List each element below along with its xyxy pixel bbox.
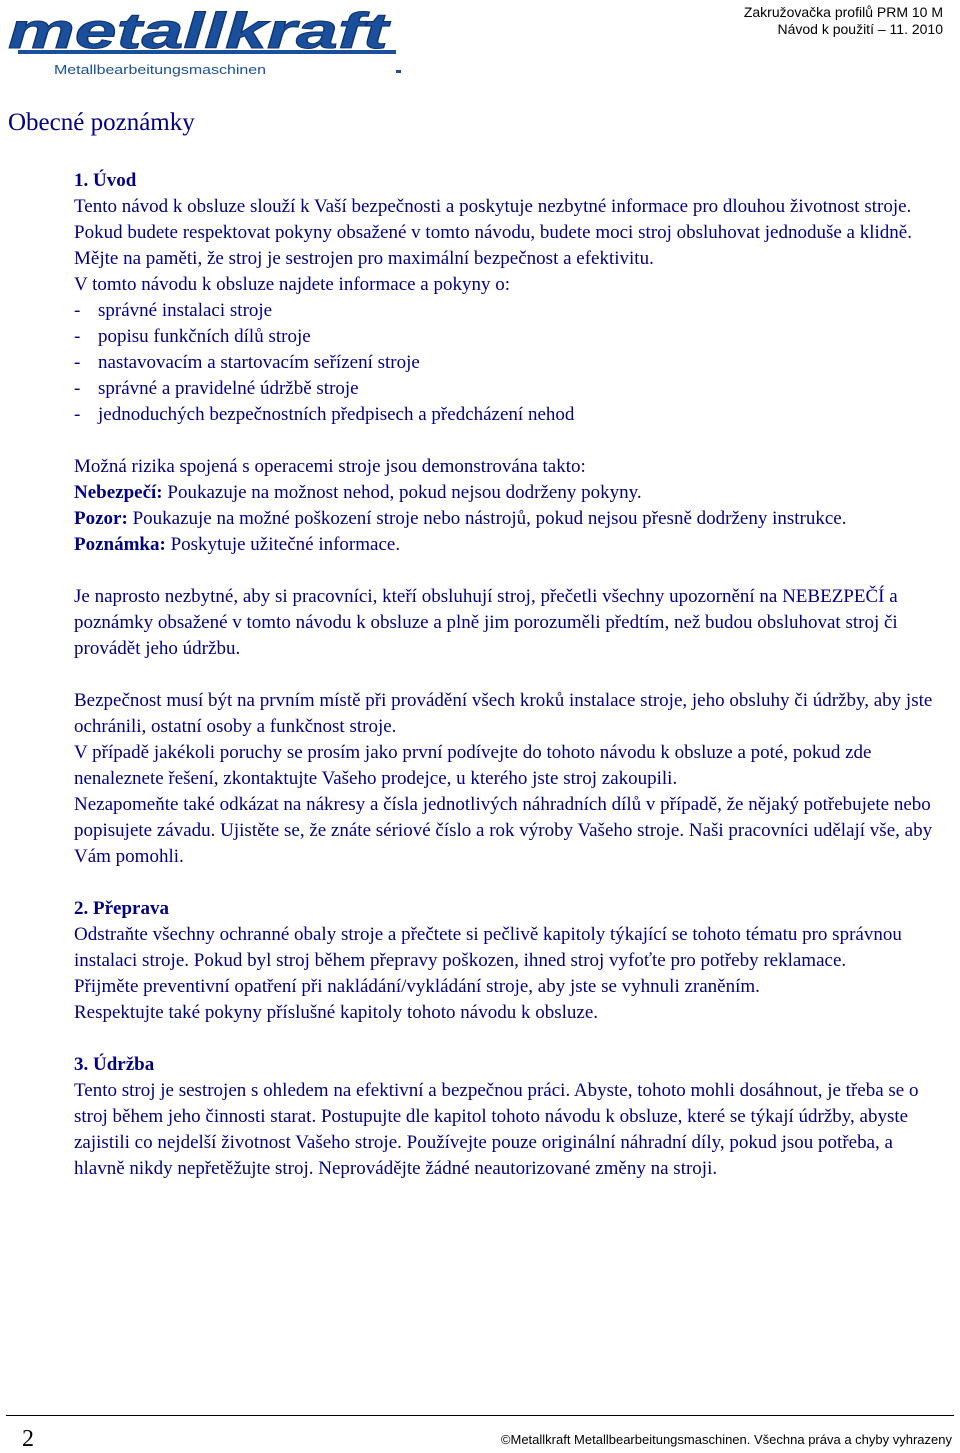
page-title: Obecné poznámky xyxy=(8,109,195,136)
list-item: - správné instalaci stroje xyxy=(74,300,273,321)
doc-subtitle: Návod k použití – 11. 2010 xyxy=(777,21,943,37)
list-item: - správné a pravidelné údržbě stroje xyxy=(74,378,359,399)
intro-paragraph: Tento návod k obsluze slouží k Vaší bezpečnosti a poskytuje nezbytné informace pro dlouhou životnost stroje. Pokud budete respektovat pokyny obsažené v tomto návodu, budete moci stroj obsluhovat jednoduše a klidně. Mějte na paměti, že stroj je sestrojen pro maximální bezpečnost a efektivitu. xyxy=(74,196,912,269)
doc-title: Zakružovačka profilů PRM 10 M xyxy=(743,4,943,20)
risks-intro: Možná rizika spojená s operacemi stroje jsou demonstrována takto: xyxy=(74,456,586,477)
transport-paragraph: Odstraňte všechny ochranné obaly stroje a přečtete si pečlivě kapitoly týkající se tohoto tématu pro správnou instalaci stroje. Pokud byl stroj během přepravy poškozen, ihned stroj vyfoťte pro potřeby reklamace. xyxy=(74,924,902,971)
fault-paragraph: V případě jakékoli poruchy se prosím jako první podívejte do tohoto návodu k obsluze a poté, pokud zde nenaleznete řešení, zkontaktujte Vašeho prodejce, u kterého jste stroj zakoupili. xyxy=(74,742,872,789)
caution-label: Pozor: xyxy=(74,508,128,529)
section-2-heading: 2. Přeprava xyxy=(74,898,169,919)
contents-list xyxy=(74,298,944,428)
info-note: Poznámka: Poskytuje užitečné informace. xyxy=(74,534,401,555)
footer-copyright: ©Metallkraft Metallbearbeitungsmaschinen. Všechna práva a chyby vyhrazeny xyxy=(500,1432,952,1447)
danger-note: Nebezpečí: Poukazuje na možnost nehod, pokud nejsou dodrženy pokyny. xyxy=(74,482,642,503)
safety-paragraph: Bezpečnost musí být na prvním místě při provádění všech kroků instalace stroje, jeho obsluhy či údržby, aby jste ochránili, ostatní osoby a funkčnost stroje. xyxy=(74,690,933,737)
list-item: - jednoduchých bezpečnostních předpisech a předcházení nehod xyxy=(74,404,575,425)
footer-divider xyxy=(6,1415,954,1416)
list-item: - nastavovacím a startovacím seřízení stroje xyxy=(74,352,420,373)
danger-label: Nebezpečí: xyxy=(74,482,163,503)
caution-note: Pozor: Poukazuje na možné poškození stroje nebo nástrojů, pokud nejsou přesně dodrženy instrukce. xyxy=(74,508,847,529)
maintenance-paragraph: Tento stroj je sestrojen s ohledem na efektivní a bezpečnou práci. Abyste, tohoto mohli dosáhnout, je třeba se o stroj během jeho činnosti starat. Postupujte dle kapitol tohoto návodu k obsluze, které se týkají údržby, abyste zajistili co nejdelší životnost Vašeho stroje. Používejte pouze originální náhradní díly, pokud jsou potřeba, a hlavně nikdy nepřetěžujte stroj. Neprovádějte žádné neautorizované změny na stroji. xyxy=(74,1080,919,1179)
list-intro: V tomto návodu k obsluze najdete informace a pokyny o: xyxy=(74,274,511,295)
logo-wordmark: metallkraft xyxy=(8,4,392,59)
list-item: - popisu funkčních dílů stroje xyxy=(74,326,311,347)
section-1-heading: 1. Úvod xyxy=(74,170,137,191)
precaution-paragraph: Přijměte preventivní opatření při nakládání/vykládání stroje, aby jste se vyhnuli zraněním. xyxy=(74,976,760,997)
page-number: 2 xyxy=(22,1426,34,1452)
logo-dot xyxy=(396,70,401,73)
essential-paragraph: Je naprosto nezbytné, aby si pracovníci, kteří obsluhují stroj, přečetli všechny upozornění na NEBEZPEČÍ a poznámky obsažené v tomto návodu k obsluze a plně jim porozuměli předtím, než budou obsluhovat stroj či provádět jeho údržbu. xyxy=(74,586,898,659)
section-3-heading: 3. Údržba xyxy=(74,1054,155,1075)
note-label: Poznámka: xyxy=(74,534,166,555)
document-header xyxy=(744,4,943,38)
respect-paragraph: Respektujte také pokyny příslušné kapitoly tohoto návodu k obsluze. xyxy=(74,1002,599,1023)
parts-paragraph: Nezapomeňte také odkázat na nákresy a čísla jednotlivých náhradních dílů v případě, že nějaký potřebujete nebo popisujete závadu. Ujistěte se, že znáte sériové číslo a rok výroby Vašeho stroje. Naši pracovníci udělají vše, aby Vám pomohli. xyxy=(74,794,933,867)
logo-subtitle: Metallbearbeitungsmaschinen xyxy=(54,62,266,77)
metallkraft-logo xyxy=(6,4,406,86)
document-body xyxy=(74,168,944,1182)
